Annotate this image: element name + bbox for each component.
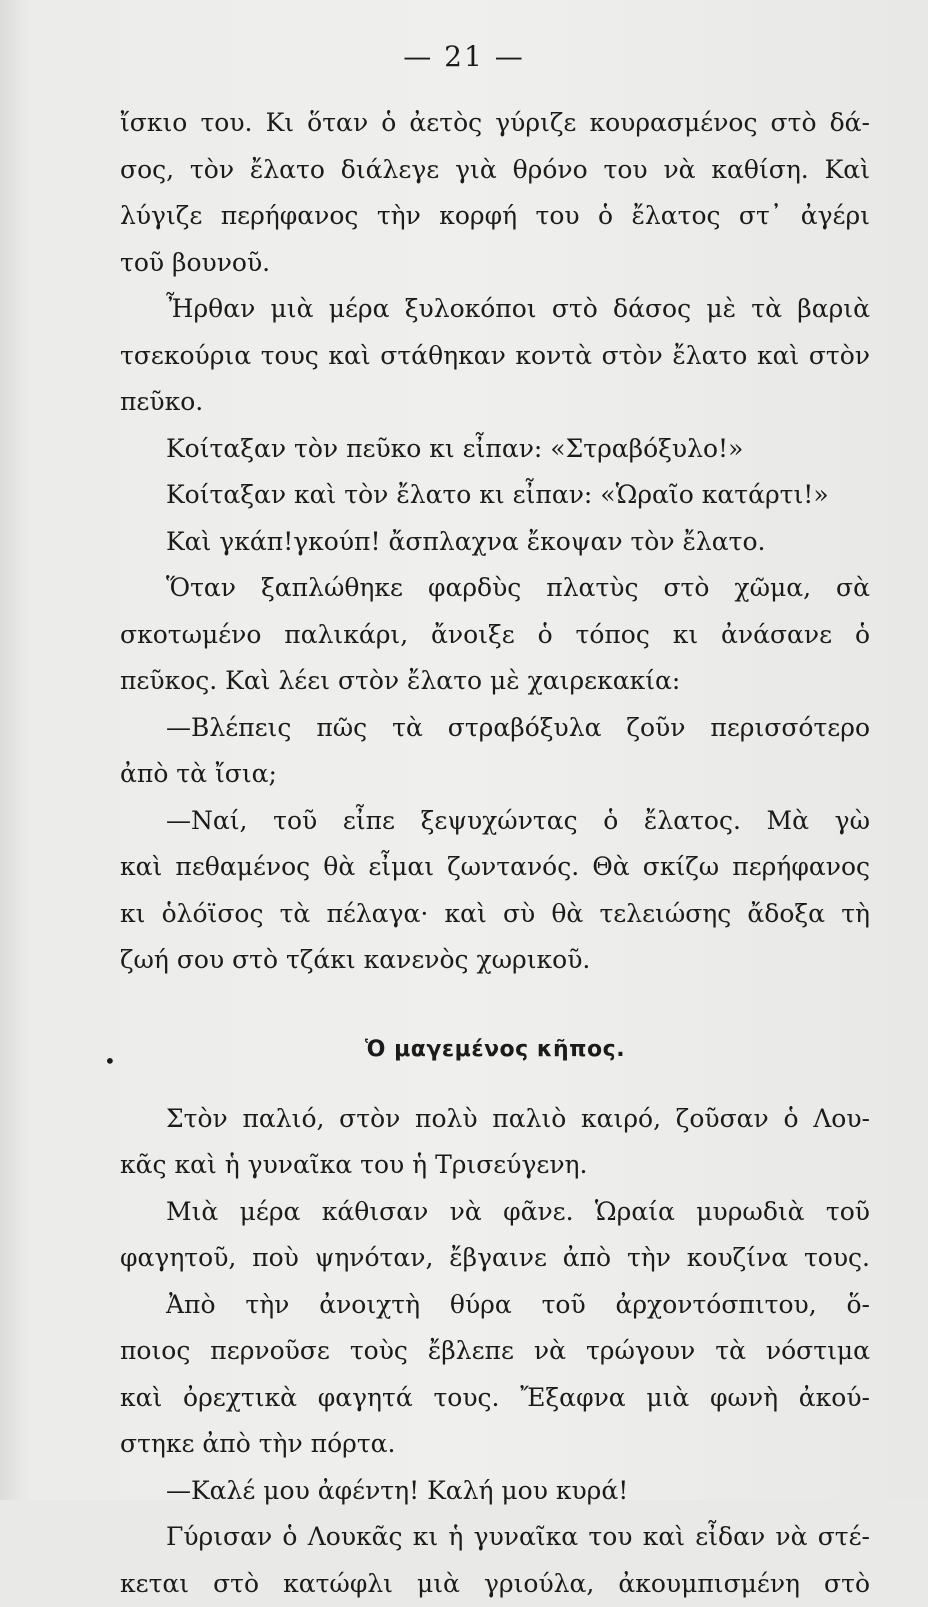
text-line: —Βλέπεις πῶς τὰ στραβόξυλα ζοῦν περισσότερο bbox=[120, 705, 870, 752]
text-line: Ἀπὸ τὴν ἀνοιχτὴ θύρα τοῦ ἀρχοντόσπιτου, ὅ- bbox=[120, 1282, 870, 1329]
text-line: Κοίταξαν καὶ τὸν ἔλατο κι εἶπαν: «Ὡραῖο κατάρτι!» bbox=[120, 472, 870, 519]
text-line: Ὅταν ξαπλώθηκε φαρδὺς πλατὺς στὸ χῶμα, σὰ bbox=[120, 565, 870, 612]
text-line: ἴσκιο του. Κι ὅταν ὁ ἀετὸς γύριζε κουρασμένος στὸ δά- bbox=[120, 100, 870, 147]
text-line: ζωή σου στὸ τζάκι κανενὸς χωρικοῦ. bbox=[120, 937, 870, 984]
margin-mark: • bbox=[104, 1051, 116, 1071]
text-line: Μιὰ μέρα κάθισαν νὰ φᾶνε. Ὡραία μυρωδιὰ τοῦ bbox=[120, 1189, 870, 1236]
page-text bbox=[120, 100, 870, 1607]
text-line: ἀπὸ τὰ ἴσια; bbox=[120, 751, 870, 798]
text-line: στηκε ἀπὸ τὴν πόρτα. bbox=[120, 1421, 870, 1468]
text-line: Στὸν παλιό, στὸν πολὺ παλιὸ καιρό, ζοῦσαν ὁ Λου- bbox=[120, 1096, 870, 1143]
text-line: Καὶ γκάπ!γκούπ! ἄσπλαχνα ἔκοψαν τὸν ἔλατο. bbox=[120, 519, 870, 566]
text-line: φαγητοῦ, ποὺ ψηνόταν, ἔβγαινε ἀπὸ τὴν κουζίνα τους. bbox=[120, 1235, 870, 1282]
text-line: τσεκούρια τους καὶ στάθηκαν κοντὰ στὸν ἔλατο καὶ στὸν bbox=[120, 333, 870, 380]
section-pine-and-fir bbox=[120, 100, 870, 984]
text-line: σκοτωμένο παλικάρι, ἄνοιξε ὁ τόπος κι ἀνάσανε ὁ bbox=[120, 612, 870, 659]
chapter-heading: Ὁ μαγεμένος κῆπος. bbox=[120, 1004, 870, 1096]
text-line: Κοίταξαν τὸν πεῦκο κι εἶπαν: «Στραβόξυλο!» bbox=[120, 426, 870, 473]
text-line: κι ὁλόϊσος τὰ πέλαγα· καὶ σὺ θὰ τελειώσης ἄδοξα τὴ bbox=[120, 891, 870, 938]
text-line: λύγιζε περήφανος τὴν κορφή του ὁ ἔλατος στ᾽ ἀγέρι bbox=[120, 193, 870, 240]
text-line: τοῦ βουνοῦ. bbox=[120, 240, 870, 287]
text-line: —Ναί, τοῦ εἶπε ξεψυχώντας ὁ ἔλατος. Μὰ γὼ bbox=[120, 798, 870, 845]
text-line: καὶ ὀρεχτικὰ φαγητά τους. Ἔξαφνα μιὰ φωνὴ ἀκού- bbox=[120, 1375, 870, 1422]
text-line: πεῦκος. Καὶ λέει στὸν ἔλατο μὲ χαιρεκακία: bbox=[120, 658, 870, 705]
page-number: — 21 — bbox=[0, 40, 928, 73]
text-line: πεῦκο. bbox=[120, 379, 870, 426]
text-line: κᾶς καὶ ἡ γυναῖκα του ἡ Τρισεύγενη. bbox=[120, 1142, 870, 1189]
section-gap bbox=[120, 984, 870, 1004]
text-line: σος, τὸν ἔλατο διάλεγε γιὰ θρόνο του νὰ καθίση. Καὶ bbox=[120, 147, 870, 194]
text-line: Γύρισαν ὁ Λουκᾶς κι ἡ γυναῖκα του καὶ εἶδαν νὰ στέ- bbox=[120, 1514, 870, 1561]
section-enchanted-garden bbox=[120, 1096, 870, 1607]
text-line: ποιος περνοῦσε τοὺς ἔβλεπε νὰ τρώγουν τὰ νόστιμα bbox=[120, 1328, 870, 1375]
text-line: καὶ πεθαμένος θὰ εἶμαι ζωντανός. Θὰ σκίζω περήφανος bbox=[120, 844, 870, 891]
text-line: κεται στὸ κατώφλι μιὰ γριούλα, ἀκουμπισμένη στὸ bbox=[120, 1561, 870, 1607]
text-line: Ἦρθαν μιὰ μέρα ξυλοκόποι στὸ δάσος μὲ τὰ βαριὰ bbox=[120, 286, 870, 333]
text-line: —Καλέ μου ἀφέντη! Καλή μου κυρά! bbox=[120, 1468, 870, 1515]
